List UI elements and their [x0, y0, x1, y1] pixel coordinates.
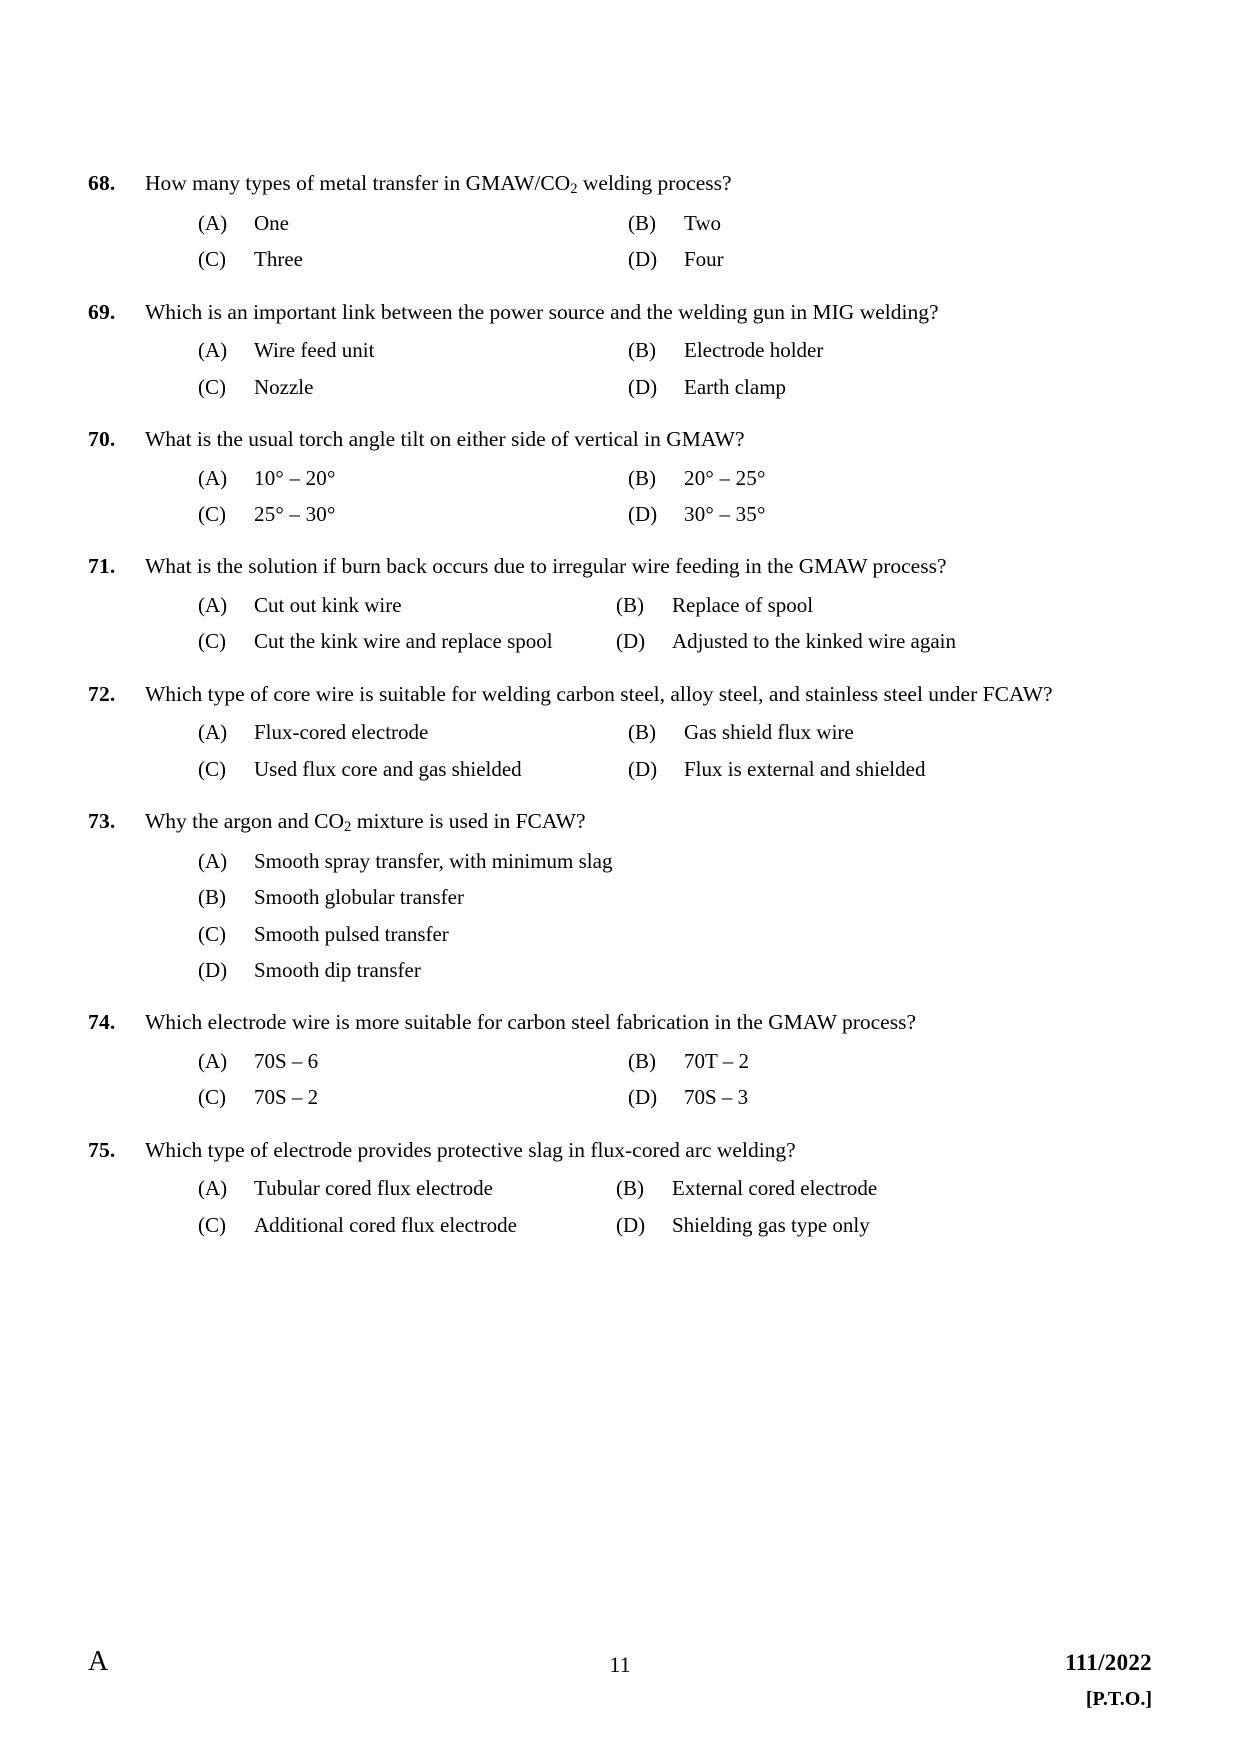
option-label: (A): [198, 338, 228, 363]
option-text: Additional cored flux electrode: [254, 1212, 517, 1237]
option-a[interactable]: [198, 336, 628, 365]
option-label: (A): [198, 592, 228, 617]
option-label: (A): [198, 210, 228, 235]
option-text: Smooth dip transfer: [254, 958, 421, 983]
option-text: 25° – 30°: [254, 501, 336, 526]
option-text: 30° – 35°: [684, 501, 766, 526]
question-text: What is the solution if burn back occurs due to irregular wire feeding in the GMAW process?: [145, 554, 947, 579]
option-b[interactable]: [628, 718, 854, 747]
question-text-before: Why the argon and CO: [145, 808, 345, 833]
question-text: Which type of core wire is suitable for welding carbon steel, alloy steel, and stainless steel under FCAW?: [145, 681, 1053, 706]
option-label: (B): [616, 592, 644, 617]
option-label: (B): [628, 465, 656, 490]
option-label: (A): [198, 720, 228, 745]
option-text: Gas shield flux wire: [684, 720, 854, 745]
option-row: [198, 336, 1148, 365]
option-row: [198, 591, 1148, 620]
option-text: Four: [684, 247, 724, 272]
option-row: [198, 464, 1148, 493]
option-text: 10° – 20°: [254, 465, 336, 490]
option-b[interactable]: [628, 209, 721, 238]
question-text-after: welding process?: [577, 171, 732, 195]
question-73: [88, 806, 1148, 986]
option-row: [198, 627, 1148, 656]
option-text: Cut the kink wire and replace spool: [254, 629, 553, 654]
option-text: Cut out kink wire: [254, 592, 402, 617]
option-row: [198, 883, 1148, 912]
option-c[interactable]: [198, 373, 628, 402]
question-text-subscript: 2: [344, 819, 352, 836]
option-text: 70T – 2: [684, 1048, 749, 1073]
option-b[interactable]: [616, 591, 813, 620]
option-label: (A): [198, 1176, 228, 1201]
question-header: [88, 297, 1148, 328]
option-label: (A): [198, 848, 228, 873]
option-label: (C): [198, 756, 226, 781]
options-group: [198, 847, 1148, 986]
option-row: [198, 755, 1148, 784]
option-text: Tubular cored flux electrode: [254, 1176, 493, 1201]
option-c[interactable]: [198, 245, 628, 274]
option-text: Replace of spool: [672, 592, 814, 617]
option-b[interactable]: [616, 1174, 877, 1203]
option-text: Smooth pulsed transfer: [254, 921, 449, 946]
question-header: [88, 1135, 1148, 1166]
option-d[interactable]: [628, 1083, 748, 1112]
option-label: (B): [628, 1048, 656, 1073]
options-group: [198, 209, 1148, 275]
option-b[interactable]: [628, 336, 823, 365]
option-label: (A): [198, 465, 228, 490]
question-text: Which is an important link between the power source and the welding gun in MIG welding?: [145, 299, 939, 324]
option-row: [198, 1083, 1148, 1112]
question-text-subscript: 2: [570, 181, 578, 198]
option-d[interactable]: [616, 1211, 870, 1240]
option-row: [198, 1174, 1148, 1203]
page-footer: [88, 1634, 1152, 1754]
option-text: Adjusted to the kinked wire again: [672, 629, 957, 654]
question-text: Which electrode wire is more suitable for carbon steel fabrication in the GMAW process?: [145, 1010, 916, 1035]
option-text: One: [254, 210, 289, 235]
question-71: [88, 551, 1148, 656]
option-text: 70S – 2: [254, 1085, 319, 1110]
option-a[interactable]: [198, 1174, 616, 1203]
option-label: (D): [628, 501, 658, 526]
option-label: (B): [198, 885, 226, 910]
series-letter: A: [88, 1646, 109, 1677]
question-text-before: How many types of metal transfer in GMAW/CO: [145, 171, 571, 195]
option-text: Nozzle: [254, 374, 314, 399]
option-c[interactable]: [198, 500, 628, 529]
options-group: [198, 1047, 1148, 1113]
option-label: (B): [616, 1176, 644, 1201]
option-text: Flux is external and shielded: [684, 756, 926, 781]
options-group: [198, 591, 1148, 657]
options-group: [198, 1174, 1148, 1240]
option-d[interactable]: [628, 500, 766, 529]
option-label: (C): [198, 501, 226, 526]
question-text: What is the usual torch angle tilt on either side of vertical in GMAW?: [145, 427, 745, 452]
question-68: [88, 168, 1148, 275]
question-number: 73.: [88, 808, 116, 833]
option-label: (D): [616, 1212, 646, 1237]
option-a[interactable]: [198, 1047, 628, 1076]
option-a[interactable]: [198, 591, 616, 620]
option-c[interactable]: [198, 920, 1148, 949]
option-label: (C): [198, 374, 226, 399]
option-c[interactable]: [198, 627, 616, 656]
option-c[interactable]: [198, 1211, 616, 1240]
options-group: [198, 718, 1148, 784]
pto-note: [P.T.O.]: [1085, 1688, 1152, 1710]
option-row: [198, 245, 1148, 274]
option-label: (C): [198, 921, 226, 946]
question-text: [145, 806, 1148, 838]
option-label: (C): [198, 1212, 226, 1237]
option-a[interactable]: [198, 464, 628, 493]
option-row: [198, 920, 1148, 949]
option-row: [198, 373, 1148, 402]
option-text: Three: [254, 247, 303, 272]
option-b[interactable]: [198, 883, 1148, 912]
option-label: (B): [628, 210, 656, 235]
option-text: 70S – 6: [254, 1048, 319, 1073]
option-d[interactable]: [616, 627, 956, 656]
option-text: External cored electrode: [672, 1176, 878, 1201]
option-c[interactable]: [198, 755, 628, 784]
question-header: [88, 168, 1148, 200]
option-text: Flux-cored electrode: [254, 720, 429, 745]
question-number: 68.: [88, 171, 116, 195]
question-text: [145, 168, 1148, 200]
option-label: (C): [198, 1085, 226, 1110]
question-number: 72.: [88, 681, 116, 706]
option-d[interactable]: [628, 373, 786, 402]
paper-code: 111/2022: [1065, 1650, 1152, 1675]
option-text: Shielding gas type only: [672, 1212, 870, 1237]
option-label: (B): [628, 338, 656, 363]
option-text: Earth clamp: [684, 374, 787, 399]
option-label: (B): [628, 720, 656, 745]
option-row: [198, 956, 1148, 985]
page-number: 11: [609, 1652, 631, 1677]
question-70: [88, 424, 1148, 529]
question-number: 74.: [88, 1010, 116, 1035]
option-label: (C): [198, 629, 226, 654]
option-text: 70S – 3: [684, 1085, 749, 1110]
option-row: [198, 847, 1148, 876]
option-label: (D): [198, 958, 228, 983]
question-text: Which type of electrode provides protective slag in flux-cored arc welding?: [145, 1137, 796, 1162]
option-row: [198, 209, 1148, 238]
option-row: [198, 1211, 1148, 1240]
option-text: Electrode holder: [684, 338, 824, 363]
option-text: Smooth globular transfer: [254, 885, 464, 910]
option-b[interactable]: [628, 1047, 749, 1076]
question-header: [88, 806, 1148, 838]
option-label: (D): [628, 374, 658, 399]
option-text: Smooth spray transfer, with minimum slag: [254, 848, 613, 873]
option-d[interactable]: [198, 956, 1148, 985]
question-text-after: mixture is used in FCAW?: [351, 808, 586, 833]
question-number: 70.: [88, 427, 116, 452]
option-label: (A): [198, 1048, 228, 1073]
option-text: Wire feed unit: [254, 338, 375, 363]
option-c[interactable]: [198, 1083, 628, 1112]
option-label: (D): [628, 1085, 658, 1110]
option-d[interactable]: [628, 245, 724, 274]
question-number: 69.: [88, 299, 116, 324]
option-label: (D): [628, 756, 658, 781]
question-header: [88, 679, 1148, 710]
option-row: [198, 718, 1148, 747]
question-75: [88, 1135, 1148, 1240]
option-row: [198, 1047, 1148, 1076]
option-text: 20° – 25°: [684, 465, 766, 490]
question-72: [88, 679, 1148, 784]
options-group: [198, 464, 1148, 530]
option-a[interactable]: [198, 209, 628, 238]
question-header: [88, 551, 1148, 582]
option-label: (C): [198, 247, 226, 272]
option-d[interactable]: [628, 755, 925, 784]
option-label: (D): [616, 629, 646, 654]
question-header: [88, 424, 1148, 455]
option-label: (D): [628, 247, 658, 272]
option-row: [198, 500, 1148, 529]
question-number: 71.: [88, 554, 116, 579]
question-number: 75.: [88, 1137, 116, 1162]
option-text: Two: [684, 210, 722, 235]
option-text: Used flux core and gas shielded: [254, 756, 522, 781]
options-group: [198, 336, 1148, 402]
option-b[interactable]: [628, 464, 766, 493]
question-list: [88, 168, 1148, 1262]
question-header: [88, 1007, 1148, 1038]
option-a[interactable]: [198, 718, 628, 747]
question-74: [88, 1007, 1148, 1112]
option-a[interactable]: [198, 847, 1148, 876]
question-69: [88, 297, 1148, 402]
